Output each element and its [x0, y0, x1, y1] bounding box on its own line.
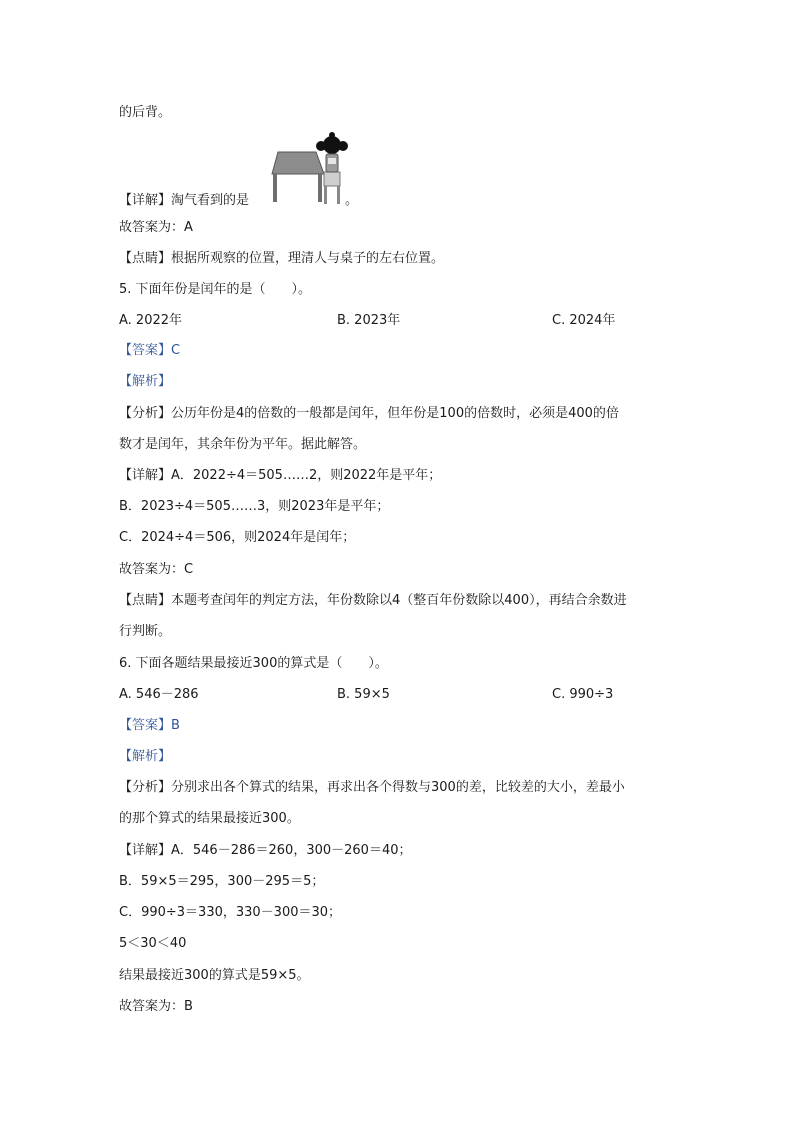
q5-option-b: B. 2023年	[337, 313, 401, 328]
text-line: 行判断。	[119, 624, 172, 639]
text-line: 数才是闰年，其余年份为平年。据此解答。	[119, 437, 367, 452]
q6-option-a: A. 546－286	[119, 687, 199, 702]
q5-option-c: C. 2024年	[552, 313, 616, 328]
text-line: 结果最接近300的算式是59×5。	[119, 968, 310, 983]
detail-label-text: 【详解】淘气看到的是	[119, 193, 250, 208]
q6-option-b: B. 59×5	[337, 687, 390, 702]
text-line: B．2023÷4＝505……3，则2023年是平年；	[119, 499, 390, 514]
q6-option-c: C. 990÷3	[552, 687, 614, 702]
question-6: 6. 下面各题结果最接近300的算式是（ ）。	[119, 656, 388, 671]
text-line: 【点睛】本题考查闰年的判定方法，年份数除以4（整百年份数除以400），再结合余数进	[119, 593, 627, 608]
text-line	[119, 192, 358, 210]
text-line: 【点睛】根据所观察的位置，理清人与桌子的左右位置。	[119, 251, 445, 266]
q5-analysis-label: 【解析】	[119, 374, 172, 389]
text-line: 的那个算式的结果最接近300。	[119, 811, 300, 826]
text-line: 【详解】A．546－286＝260，300－260＝40；	[119, 843, 412, 858]
text-line: 5＜30＜40	[119, 936, 187, 951]
q6-analysis-label: 【解析】	[119, 749, 172, 764]
period: 。	[345, 193, 359, 208]
q6-answer-label: 【答案】B	[119, 718, 180, 733]
text-line: 【分析】公历年份是4的倍数的一般都是闰年，但年份是100的倍数时，必须是400的倍	[119, 406, 619, 421]
q5-answer-label: 【答案】C	[119, 343, 181, 358]
text-line: 故答案为：A	[119, 220, 193, 235]
text-line: 【详解】A．2022÷4＝505……2，则2022年是平年；	[119, 468, 442, 483]
text-line: C．990÷3＝330，330－300＝30；	[119, 905, 342, 920]
text-line: 【分析】分别求出各个算式的结果，再求出各个得数与300的差，比较差的大小，差最小	[119, 780, 625, 795]
q5-option-a: A. 2022年	[119, 313, 183, 328]
text-line: 的后背。	[119, 105, 172, 120]
text-line: 故答案为：B	[119, 999, 193, 1014]
text-line: C．2024÷4＝506，则2024年是闰年；	[119, 530, 356, 545]
text-line: 故答案为：C	[119, 562, 194, 577]
text-line: B．59×5＝295，300－295＝5；	[119, 874, 325, 889]
question-5: 5. 下面年份是闰年的是（ ）。	[119, 282, 312, 297]
